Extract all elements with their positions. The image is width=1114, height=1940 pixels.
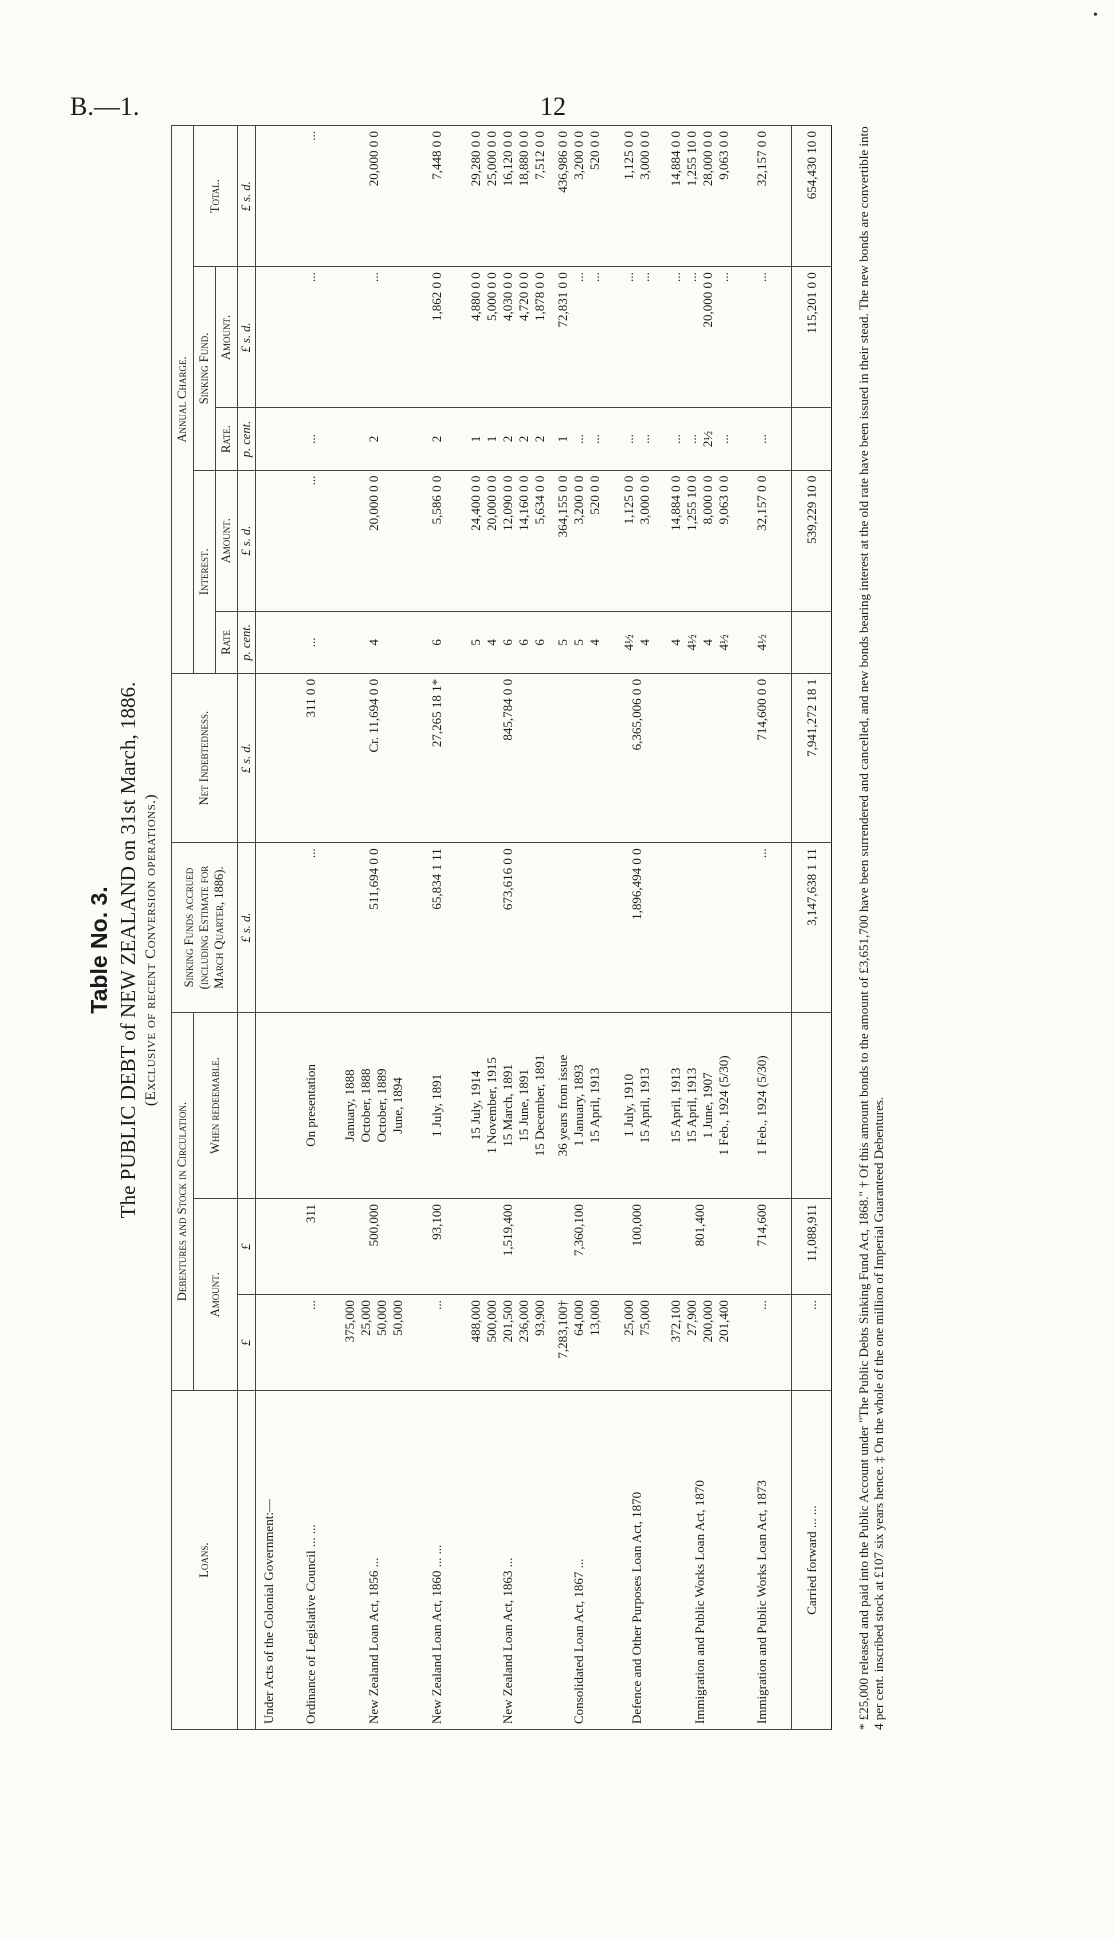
cell-redeem: 1 July, 1910 15 April, 1913 (608, 1012, 666, 1198)
rotated-table-block (86, 105, 1026, 1795)
cell-loan: Defence and Other Purposes Loan Act, 1870 (608, 1391, 666, 1730)
col-amount: Amount. (194, 1199, 238, 1391)
cell-redeem (256, 1012, 282, 1198)
cell-loan: Under Acts of the Colonial Government:— (256, 1391, 282, 1730)
cell-total: 7,448 0 0 (408, 126, 466, 267)
cell-rate: 4 4½ 4 4½ (666, 611, 734, 673)
cell-net (256, 673, 282, 842)
table-subtitle: (Exclusive of recent Conversion operations.) (143, 794, 159, 1106)
unit-lsd: £ s. d. (238, 673, 256, 842)
cell-interest: 32,157 0 0 (734, 470, 792, 611)
cell-amount: 714,600 (734, 1199, 792, 1295)
cell-sf-amount: 72,831 0 0 ... ... (550, 267, 608, 408)
cell-net (550, 673, 608, 842)
cell-sf-amount: ... (282, 267, 340, 408)
cell-rate (256, 611, 282, 673)
cell-rate: 6 (408, 611, 466, 673)
cell-sf-accrued (550, 843, 608, 1012)
cell-rate: 5 4 6 6 6 (466, 611, 550, 673)
cell-sf-accrued: 511,694 0 0 (340, 843, 408, 1012)
unit-lsd: £ s. d. (238, 267, 256, 408)
col-annual-charge: Annual Charge. (172, 126, 194, 674)
cell-rate: 5 5 4 (550, 611, 608, 673)
cell-sf-rate: ... (734, 408, 792, 470)
cf-sf-amount: 115,201 0 0 (792, 267, 832, 408)
cell-parts: 372,100 27,900 200,000 201,400 (666, 1295, 734, 1391)
cell-amount: 500,000 (340, 1199, 408, 1295)
cell-sf-accrued (666, 843, 734, 1012)
table-row (550, 126, 608, 1730)
table-row (734, 126, 792, 1730)
cell-net: 845,784 0 0 (466, 673, 550, 842)
unit-pound: £ (238, 1295, 256, 1391)
cell-sf-amount: ... (340, 267, 408, 408)
cell-total: 1,125 0 0 3,000 0 0 (608, 126, 666, 267)
col-sinking-fund: Sinking Fund. (194, 267, 216, 470)
cell-sf-rate: 1 1 2 2 2 (466, 408, 550, 470)
cell-sf-accrued: ... (734, 843, 792, 1012)
cell-parts: 488,000 500,000 201,500 236,000 93,900 (466, 1295, 550, 1391)
cell-redeem: January, 1888 October, 1888 October, 1889 June, 1894 (340, 1012, 408, 1198)
unit-pcent: p. cent. (238, 611, 256, 673)
cell-loan: Immigration and Public Works Loan Act, 1873 (734, 1391, 792, 1730)
cell-total: ... (282, 126, 340, 267)
cell-parts: 375,000 25,000 50,000 50,000 (340, 1295, 408, 1391)
cell-redeem: On presentation (282, 1012, 340, 1198)
table-row (666, 126, 734, 1730)
table-row (256, 126, 282, 1730)
cell-amount: 93,100 (408, 1199, 466, 1295)
cell-sf-rate: 2 (408, 408, 466, 470)
cell-interest: 14,884 0 0 1,255 10 0 8,000 0 0 9,063 0 0 (666, 470, 734, 611)
public-debt-table (171, 125, 832, 1730)
table-row (466, 126, 550, 1730)
cf-interest: 539,229 10 0 (792, 470, 832, 611)
cell-total: 32,157 0 0 (734, 126, 792, 267)
carried-forward-row (792, 126, 832, 1730)
cell-interest: 20,000 0 0 (340, 470, 408, 611)
unit-pound: £ (238, 1199, 256, 1295)
table-body (256, 126, 832, 1730)
cell-net (666, 673, 734, 842)
col-interest-amount: Amount. (216, 470, 238, 611)
cf-sf-accrued: 3,147,638 1 11 (792, 843, 832, 1012)
cell-rate: ... (282, 611, 340, 673)
cell-amount: 100,000 (608, 1199, 666, 1295)
cell-parts: ... (282, 1295, 340, 1391)
cell-total: 436,986 0 0 3,200 0 0 520 0 0 (550, 126, 608, 267)
cf-parts: ... (792, 1295, 832, 1391)
cell-sf-rate: ... ... 2½ ... (666, 408, 734, 470)
cell-amount: 1,519,400 (466, 1199, 550, 1295)
col-when-redeemable: When redeemable. (194, 1012, 238, 1198)
cell-net: 27,265 18 1* (408, 673, 466, 842)
table-row (608, 126, 666, 1730)
cell-sf-rate: ... ... (608, 408, 666, 470)
cell-loan: New Zealand Loan Act, 1860 ... ... (408, 1391, 466, 1730)
cell-rate: 4½ (734, 611, 792, 673)
cell-redeem: 15 April, 1913 15 April, 1913 1 June, 1907 1 Feb., 1924 (5/30) (666, 1012, 734, 1198)
cell-parts (256, 1295, 282, 1391)
cell-amount (256, 1199, 282, 1295)
cf-amount: 11,088,911 (792, 1199, 832, 1295)
cell-sf-amount: ... ... (608, 267, 666, 408)
page-number: 12 (540, 92, 566, 121)
cell-loan: Ordinance of Legislative Council ... ... (282, 1391, 340, 1730)
col-loans: Loans. (172, 1391, 238, 1730)
table-title: The PUBLIC DEBT of NEW ZEALAND on 31st March, 1886. (116, 681, 140, 1219)
cell-net: 311 0 0 (282, 673, 340, 842)
cell-interest: 24,400 0 0 20,000 0 0 12,090 0 0 14,160 0 0 5,634 0 0 (466, 470, 550, 611)
col-sinking-funds-accrued: Sinking Funds accrued (including Estimate for March Quarter, 1886). (172, 843, 238, 1012)
unit-lsd: £ s. d. (238, 126, 256, 267)
col-net-indebtedness: Net Indebtedness. (172, 673, 238, 842)
cell-loan: New Zealand Loan Act, 1863 ... (466, 1391, 550, 1730)
cell-loan: Consolidated Loan Act, 1867 ... (550, 1391, 608, 1730)
cell-net: Cr. 11,694 0 0 (340, 673, 408, 842)
cell-total: 20,000 0 0 (340, 126, 408, 267)
cell-redeem: 15 July, 1914 1 November, 1915 15 March, 1891 15 June, 1891 15 December, 1891 (466, 1012, 550, 1198)
cf-total: 654,430 10 0 (792, 126, 832, 267)
cell-loan: New Zealand Loan Act, 1856 ... (340, 1391, 408, 1730)
cell-redeem: 1 Feb., 1924 (5/30) (734, 1012, 792, 1198)
cell-sf-accrued: 673,616 0 0 (466, 843, 550, 1012)
cell-redeem: 1 July, 1891 (408, 1012, 466, 1198)
cf-net: 7,941,272 18 1 (792, 673, 832, 842)
cell-sf-amount: ... ... 20,000 0 0 ... (666, 267, 734, 408)
cell-net: 6,365,006 0 0 (608, 673, 666, 842)
cell-sf-rate: ... (282, 408, 340, 470)
scan-speck: • (1093, 8, 1098, 23)
cell-sf-amount: 4,880 0 0 5,000 0 0 4,030 0 0 4,720 0 0 1,878 0 0 (466, 267, 550, 408)
cell-total: 29,280 0 0 25,000 0 0 16,120 0 0 18,880 0 0 7,512 0 0 (466, 126, 550, 267)
cell-interest: ... (282, 470, 340, 611)
cell-loan: Immigration and Public Works Loan Act, 1870 (666, 1391, 734, 1730)
table-number: Table No. 3. (86, 886, 112, 1014)
cell-net: 714,600 0 0 (734, 673, 792, 842)
col-total: Total. (194, 126, 238, 267)
cell-total: 14,884 0 0 1,255 10 0 28,000 0 0 9,063 0 0 (666, 126, 734, 267)
cell-sf-accrued (256, 843, 282, 1012)
cell-sf-accrued: 1,896,494 0 0 (608, 843, 666, 1012)
cell-sf-accrued: 65,834 1 11 (408, 843, 466, 1012)
col-sf-amount: Amount. (216, 267, 238, 408)
unit-lsd: £ s. d. (238, 470, 256, 611)
col-interest-rate: Rate (216, 611, 238, 673)
cell-sf-rate (256, 408, 282, 470)
cell-amount: 311 (282, 1199, 340, 1295)
cell-interest: 1,125 0 0 3,000 0 0 (608, 470, 666, 611)
cell-interest: 364,155 0 0 3,200 0 0 520 0 0 (550, 470, 608, 611)
cell-amount: 7,360,100 (550, 1199, 608, 1295)
col-sf-rate: Rate. (216, 408, 238, 470)
cell-sf-accrued: ... (282, 843, 340, 1012)
table-row (408, 126, 466, 1730)
cell-parts: ... (408, 1295, 466, 1391)
col-interest: Interest. (194, 470, 216, 673)
unit-pcent: p. cent. (238, 408, 256, 470)
cell-parts: 7,283,100† 64,000 13,000 (550, 1295, 608, 1391)
unit-lsd: £ s. d. (238, 843, 256, 1012)
cell-rate: 4 (340, 611, 408, 673)
table-row (340, 126, 408, 1730)
cf-sf-rate (792, 408, 832, 470)
cf-rate (792, 611, 832, 673)
cell-parts: ... (734, 1295, 792, 1391)
cell-sf-amount: 1,862 0 0 (408, 267, 466, 408)
cell-sf-amount: ... (734, 267, 792, 408)
cell-interest (256, 470, 282, 611)
cell-parts: 25,000 75,000 (608, 1295, 666, 1391)
col-debentures: Debentures and Stock in Circulation. (172, 1012, 194, 1390)
cell-rate: 4½ 4 (608, 611, 666, 673)
cell-interest: 5,586 0 0 (408, 470, 466, 611)
page-header-left: B.—1. (70, 92, 140, 121)
cell-sf-rate: 2 (340, 408, 408, 470)
cell-redeem: 36 years from issue 1 January, 1893 15 April, 1913 (550, 1012, 608, 1198)
footnotes: * £25,000 released and paid into the Public Account under "The Public Debts Sinking Fund Act, 1868." † Of this amount bonds to the amount of £3,651,700 have been surrendered and cancelled, and new bonds bearing interest at the old rate have been issued in their stead. The new bonds are convertible into 4 per cent. inscribed stock at £107 six years hence. ‡ On the whole of the one million of Imperial Guaranteed Debentures. (856, 126, 886, 1730)
cell-amount: 801,400 (666, 1199, 734, 1295)
table-row (282, 126, 340, 1730)
cf-redeem (792, 1012, 832, 1198)
cell-sf-rate: 1 ... ... (550, 408, 608, 470)
cell-total (256, 126, 282, 267)
cell-sf-amount (256, 267, 282, 408)
cf-label: Carried forward ... ... (792, 1391, 832, 1730)
